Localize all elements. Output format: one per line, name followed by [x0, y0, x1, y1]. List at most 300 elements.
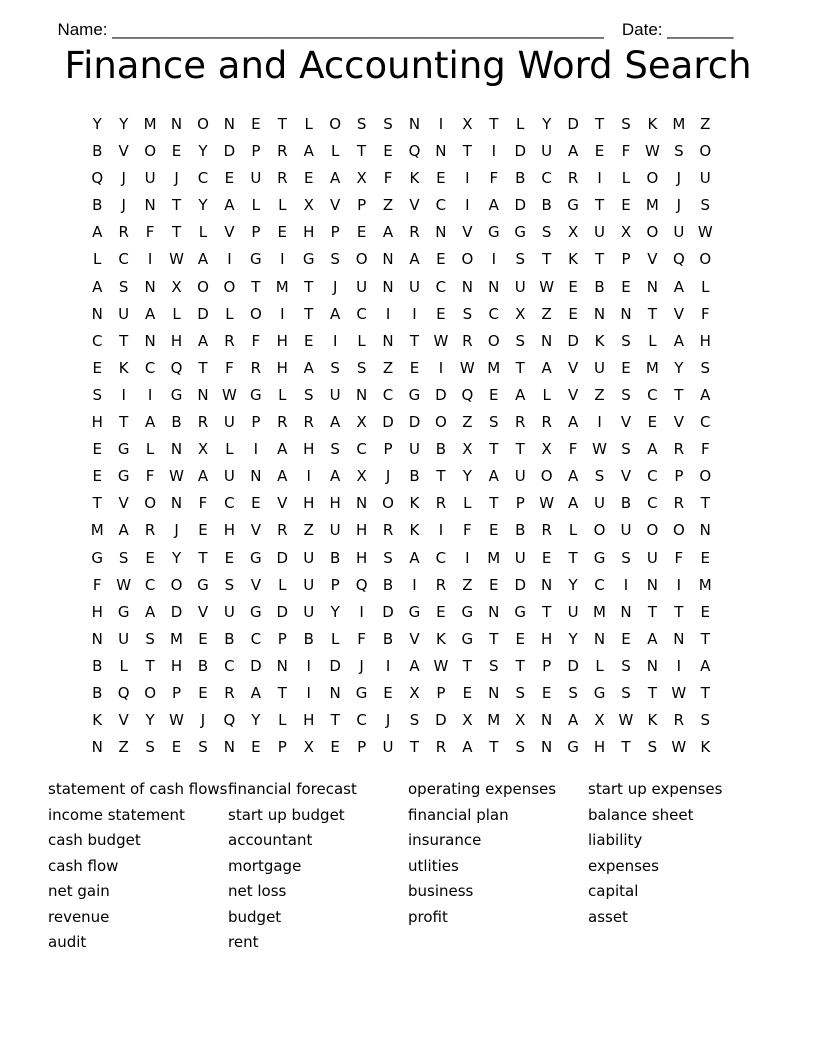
grid-letter: X: [409, 683, 420, 702]
grid-letter: D: [276, 548, 289, 567]
grid-letter: E: [171, 142, 182, 161]
grid-letter: E: [436, 602, 446, 621]
grid-letter: M: [275, 277, 289, 296]
grid-letter: T: [674, 385, 684, 404]
grid-letter: R: [673, 494, 685, 513]
grid-letter: R: [277, 413, 288, 432]
grid-letter: G: [593, 548, 606, 567]
grid-letter: T: [409, 331, 420, 350]
grid-letter: J: [121, 169, 126, 188]
grid-letter: T: [277, 115, 287, 133]
grid-letter: M: [487, 358, 501, 377]
grid-letter: Q: [223, 711, 236, 730]
grid-letter: C: [541, 169, 552, 188]
grid-letter: N: [541, 738, 553, 757]
grid-letter: N: [461, 277, 473, 296]
grid-letter: L: [621, 169, 631, 188]
word-list-item: accountant: [228, 831, 313, 849]
grid-letter: N: [488, 602, 500, 621]
grid-letter: F: [145, 467, 155, 486]
grid-letter: B: [330, 548, 341, 567]
grid-letter: T: [462, 656, 472, 675]
grid-row: [84, 545, 744, 572]
grid-letter: A: [409, 656, 420, 675]
grid-letter: J: [359, 656, 364, 675]
grid-letter: B: [92, 196, 103, 215]
grid-letter: W: [433, 331, 449, 350]
grid-letter: B: [171, 413, 182, 432]
grid-letter: W: [169, 711, 184, 730]
grid-letter: X: [462, 711, 473, 730]
grid-letter: R: [409, 223, 420, 242]
grid-letter: N: [329, 683, 341, 702]
grid-letter: M: [487, 548, 501, 567]
grid-letter: W: [221, 385, 237, 404]
grid-letter: K: [700, 738, 711, 757]
grid-letter: I: [438, 521, 444, 540]
grid-letter: T: [171, 196, 182, 215]
grid-letter: Y: [568, 575, 578, 594]
grid-letter: N: [91, 304, 103, 323]
grid-letter: B: [435, 440, 447, 459]
grid-letter: B: [382, 575, 394, 594]
grid-letter: E: [621, 629, 631, 648]
grid-letter: V: [250, 575, 261, 594]
word-list-item: audit: [48, 933, 87, 951]
grid-letter: X: [197, 440, 209, 459]
grid-letter: H: [91, 413, 103, 432]
grid-letter: F: [145, 223, 155, 242]
grid-row: [84, 274, 744, 301]
grid-letter: E: [568, 304, 578, 323]
grid-letter: L: [119, 656, 128, 675]
grid-letter: E: [198, 521, 208, 540]
page-title: Finance and Accounting Word Search: [64, 44, 752, 87]
grid-letter: E: [436, 250, 446, 269]
grid-letter: X: [515, 304, 526, 323]
grid-letter: S: [330, 440, 340, 459]
grid-letter: B: [303, 629, 314, 648]
grid-letter: G: [355, 683, 368, 702]
grid-letter: S: [515, 331, 525, 350]
grid-letter: H: [170, 331, 183, 350]
grid-letter: S: [356, 115, 367, 133]
grid-letter: V: [620, 467, 632, 486]
grid-letter: T: [198, 358, 208, 377]
grid-letter: G: [91, 548, 104, 567]
grid-letter: A: [647, 440, 658, 459]
grid-letter: N: [170, 494, 183, 513]
grid-letter: W: [539, 494, 555, 513]
grid-letter: O: [197, 277, 209, 296]
grid-letter: O: [461, 250, 474, 269]
word-list-item: asset: [588, 907, 628, 926]
grid-letter: Y: [198, 142, 208, 161]
grid-letter: J: [174, 169, 179, 188]
word-list-item: cash flow: [48, 856, 119, 875]
grid-letter: E: [621, 196, 631, 215]
grid-letter: K: [435, 629, 446, 648]
grid-letter: G: [461, 629, 474, 648]
grid-letter: V: [118, 711, 129, 730]
grid-letter: C: [647, 385, 658, 404]
grid-letter: N: [620, 304, 632, 323]
grid-letter: Z: [118, 738, 129, 757]
grid-letter: U: [223, 467, 235, 486]
grid-letter: J: [332, 277, 338, 296]
grid-letter: E: [383, 683, 393, 702]
grid-letter: P: [251, 413, 261, 432]
grid-letter: I: [597, 413, 602, 432]
grid-letter: U: [594, 223, 606, 242]
grid-letter: T: [700, 683, 710, 702]
grid-letter: P: [330, 575, 340, 594]
grid-letter: R: [567, 169, 579, 188]
grid-letter: T: [674, 602, 684, 621]
grid-row: [84, 707, 744, 734]
grid-letter: K: [647, 711, 658, 730]
grid-letter: F: [198, 494, 208, 513]
grid-letter: C: [197, 169, 209, 188]
grid-letter: I: [332, 331, 338, 350]
grid-letter: O: [144, 142, 156, 161]
grid-letter: E: [277, 223, 288, 242]
grid-letter: N: [408, 115, 421, 133]
grid-letter: U: [223, 413, 235, 432]
grid-letter: R: [515, 413, 526, 432]
grid-letter: N: [250, 467, 262, 486]
grid-letter: G: [250, 602, 262, 621]
grid-letter: J: [385, 711, 391, 730]
grid-letter: J: [676, 196, 682, 215]
grid-letter: V: [620, 413, 632, 432]
grid-letter: I: [465, 548, 470, 567]
grid-letter: R: [435, 494, 447, 513]
grid-letter: A: [409, 548, 420, 567]
grid-letter: E: [700, 548, 711, 567]
grid-letter: L: [278, 711, 287, 730]
grid-letter: E: [515, 629, 525, 648]
grid-letter: U: [329, 521, 341, 540]
grid-letter: B: [594, 277, 605, 296]
grid-letter: P: [172, 683, 182, 702]
grid-letter: Q: [355, 575, 368, 594]
grid-letter: K: [118, 358, 129, 377]
grid-letter: H: [303, 440, 315, 459]
grid-letter: D: [382, 602, 394, 621]
grid-letter: E: [330, 738, 340, 757]
grid-letter: G: [117, 602, 130, 621]
grid-letter: U: [646, 548, 658, 567]
grid-letter: Z: [303, 521, 314, 540]
grid-letter: S: [621, 385, 631, 404]
grid-letter: Y: [119, 115, 129, 133]
grid-letter: L: [93, 250, 102, 269]
grid-letter: A: [277, 440, 288, 459]
grid-letter: A: [567, 142, 579, 161]
grid-letter: A: [567, 413, 579, 432]
grid-letter: K: [409, 521, 420, 540]
grid-letter: H: [355, 548, 368, 567]
grid-letter: I: [676, 575, 682, 594]
grid-letter: E: [251, 494, 261, 513]
grid-letter: L: [172, 304, 181, 323]
grid-letter: A: [92, 223, 103, 242]
grid-letter: E: [700, 602, 711, 621]
grid-letter: K: [594, 331, 605, 350]
grid-letter: A: [303, 142, 314, 161]
grid-letter: U: [223, 602, 235, 621]
word-list-item: start up expenses: [588, 780, 723, 798]
grid-letter: T: [409, 738, 420, 757]
grid-letter: Z: [594, 385, 605, 404]
grid-letter: X: [356, 413, 367, 432]
grid-letter: N: [593, 629, 606, 648]
grid-letter: L: [145, 440, 155, 459]
grid-letter: N: [144, 196, 156, 215]
grid-letter: A: [118, 521, 129, 540]
grid-letter: G: [567, 196, 579, 215]
grid-letter: S: [700, 711, 711, 730]
grid-letter: V: [647, 250, 658, 269]
grid-letter: L: [648, 331, 657, 350]
grid-letter: X: [594, 711, 605, 730]
grid-letter: I: [385, 304, 391, 323]
grid-letter: I: [121, 385, 126, 404]
grid-row: [84, 680, 744, 707]
grid-letter: T: [357, 142, 367, 161]
grid-letter: O: [672, 521, 685, 540]
grid-letter: F: [225, 358, 234, 377]
grid-letter: C: [144, 575, 156, 594]
grid-letter: T: [171, 223, 182, 242]
grid-letter: D: [514, 142, 526, 161]
grid-letter: G: [593, 683, 606, 702]
grid-letter: M: [170, 629, 183, 648]
grid-letter: Y: [198, 196, 208, 215]
grid-letter: G: [567, 738, 579, 757]
grid-letter: E: [383, 142, 393, 161]
grid-letter: B: [515, 169, 526, 188]
grid-letter: D: [567, 115, 579, 133]
grid-row: [84, 301, 744, 328]
grid-letter: C: [356, 440, 367, 459]
grid-letter: I: [306, 683, 311, 702]
grid-letter: S: [356, 358, 367, 377]
grid-letter: G: [250, 548, 262, 567]
grid-letter: V: [567, 358, 579, 377]
grid-letter: L: [304, 115, 313, 133]
grid-letter: L: [330, 142, 340, 161]
grid-letter: A: [197, 250, 209, 269]
grid-letter: S: [621, 331, 631, 350]
grid-letter: R: [462, 331, 473, 350]
grid-letter: Q: [461, 385, 474, 404]
grid-letter: A: [197, 331, 209, 350]
grid-letter: T: [304, 277, 314, 296]
grid-letter: U: [408, 440, 420, 459]
grid-letter: A: [673, 277, 684, 296]
grid-letter: T: [489, 440, 499, 459]
grid-letter: S: [621, 656, 631, 675]
grid-letter: O: [699, 250, 712, 269]
grid-letter: T: [647, 602, 657, 621]
grid-letter: P: [515, 494, 525, 513]
grid-letter: P: [330, 223, 340, 242]
grid-letter: S: [92, 385, 102, 404]
grid-letter: A: [700, 656, 711, 675]
grid-letter: A: [567, 711, 579, 730]
grid-letter: H: [329, 494, 341, 513]
grid-letter: W: [644, 142, 660, 161]
grid-letter: P: [277, 629, 287, 648]
grid-letter: T: [594, 250, 605, 269]
grid-letter: I: [465, 196, 470, 215]
header-line: [48, 0, 748, 39]
grid-letter: O: [699, 142, 712, 161]
grid-letter: H: [223, 521, 236, 540]
grid-letter: E: [224, 169, 235, 188]
grid-letter: T: [92, 494, 102, 513]
grid-letter: E: [224, 548, 235, 567]
grid-letter: P: [436, 683, 446, 702]
grid-letter: Y: [542, 115, 552, 133]
grid-letter: C: [224, 494, 235, 513]
grid-letter: B: [541, 196, 552, 215]
grid-letter: D: [329, 656, 341, 675]
grid-letter: N: [355, 385, 368, 404]
grid-letter: T: [145, 656, 155, 675]
grid-letter: H: [699, 331, 711, 350]
grid-letter: R: [250, 358, 262, 377]
grid-letter: L: [278, 385, 287, 404]
grid-row: [84, 382, 744, 409]
grid-letter: B: [515, 521, 526, 540]
letter-grid: [84, 111, 744, 761]
grid-letter: M: [593, 602, 606, 621]
grid-letter: N: [699, 521, 711, 540]
grid-letter: T: [489, 629, 499, 648]
grid-row: [84, 599, 744, 626]
grid-letter: W: [433, 656, 449, 675]
word-list-item: income statement: [48, 805, 185, 824]
grid-letter: S: [224, 575, 235, 594]
grid-letter: S: [145, 738, 155, 757]
grid-letter: Z: [700, 115, 711, 133]
grid-letter: A: [567, 467, 579, 486]
grid-letter: U: [567, 602, 579, 621]
grid-letter: T: [594, 196, 605, 215]
grid-letter: I: [253, 440, 259, 459]
grid-letter: W: [671, 683, 687, 702]
grid-letter: S: [621, 548, 631, 567]
grid-letter: L: [225, 440, 234, 459]
grid-letter: T: [515, 358, 525, 377]
grid-letter: Y: [462, 467, 472, 486]
grid-letter: Q: [672, 250, 685, 269]
grid-letter: S: [700, 196, 711, 215]
grid-letter: H: [91, 602, 103, 621]
grid-letter: U: [673, 223, 685, 242]
grid-letter: E: [145, 548, 155, 567]
grid-letter: X: [303, 196, 314, 215]
grid-letter: D: [223, 142, 236, 161]
grid-letter: X: [515, 711, 526, 730]
grid-letter: X: [356, 467, 367, 486]
grid-letter: T: [119, 331, 129, 350]
grid-letter: T: [277, 683, 287, 702]
word-list-column: [408, 777, 588, 930]
grid-letter: U: [356, 277, 368, 296]
grid-letter: R: [224, 331, 235, 350]
grid-letter: M: [143, 115, 157, 133]
grid-row: [84, 572, 744, 599]
word-list-item: liability: [588, 831, 643, 849]
grid-letter: A: [409, 250, 420, 269]
grid-letter: E: [436, 304, 446, 323]
grid-letter: K: [409, 169, 420, 188]
grid-letter: A: [250, 683, 261, 702]
grid-letter: N: [620, 602, 632, 621]
grid-letter: S: [621, 683, 631, 702]
grid-letter: I: [465, 169, 470, 188]
grid-letter: E: [92, 358, 102, 377]
grid-letter: U: [541, 142, 553, 161]
grid-letter: E: [356, 223, 367, 242]
grid-letter: L: [278, 575, 287, 594]
grid-letter: U: [303, 575, 315, 594]
grid-letter: G: [117, 467, 130, 486]
word-list-item: expenses: [588, 856, 659, 875]
grid-letter: X: [567, 223, 579, 242]
grid-letter: N: [435, 223, 447, 242]
grid-letter: V: [277, 494, 288, 513]
grid-letter: T: [594, 115, 605, 133]
grid-letter: B: [197, 656, 209, 675]
grid-letter: N: [488, 277, 500, 296]
grid-letter: O: [699, 467, 712, 486]
grid-letter: T: [647, 304, 657, 323]
grid-letter: P: [251, 223, 261, 242]
grid-row: [84, 192, 744, 219]
grid-letter: Q: [91, 169, 104, 188]
grid-letter: Y: [171, 548, 182, 567]
grid-letter: Z: [382, 196, 394, 215]
grid-row: [84, 219, 744, 246]
grid-letter: P: [621, 250, 631, 269]
grid-letter: S: [118, 277, 129, 296]
grid-letter: D: [567, 331, 579, 350]
grid-letter: R: [382, 521, 394, 540]
grid-letter: F: [621, 142, 631, 161]
date-field-label: Date: _______: [621, 20, 734, 39]
grid-letter: D: [514, 575, 526, 594]
grid-letter: G: [487, 223, 500, 242]
grid-letter: S: [383, 548, 393, 567]
grid-letter: V: [673, 304, 684, 323]
grid-letter: S: [594, 467, 605, 486]
word-list-item: operating expenses: [408, 780, 557, 798]
grid-letter: T: [436, 467, 446, 486]
word-list-item: capital: [588, 882, 639, 900]
grid-letter: I: [438, 358, 444, 377]
grid-letter: M: [645, 358, 659, 377]
grid-letter: N: [382, 331, 394, 350]
grid-letter: S: [198, 738, 208, 757]
grid-letter: O: [170, 575, 183, 594]
grid-letter: T: [119, 413, 129, 432]
grid-letter: O: [593, 521, 606, 540]
